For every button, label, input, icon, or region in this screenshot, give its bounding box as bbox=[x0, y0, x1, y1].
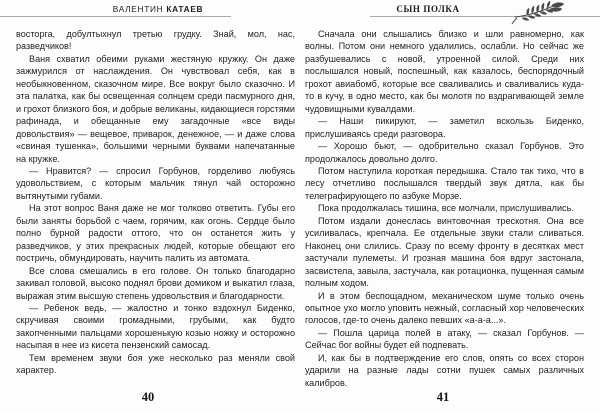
paragraph: — Пошла царица полей в атаку, — сказал Горбунов. — Сейчас бог войны будет ей подпевать. bbox=[305, 327, 584, 351]
paragraph: И, как бы в подтверждение его слов, опять со всех сторон ударили на разные лады сотни пушек самых различных калибров. bbox=[305, 352, 584, 388]
running-head-verso bbox=[0, 0, 300, 26]
header-rule-recto bbox=[370, 16, 600, 17]
paragraph: Сначала они слышались близко и шли равномерно, как волны. Потом они немного удалились, ослабли. Но сейчас же разбушевались с новой, утроенной силой. Среди них послышался новый, поспешный, как казалось, беспорядочный грохот авиабомб, которые все сваливались и сваливались куда-то в кучу, в одно место, как бы молотя по вздрагивающей земле чудовищными кувалдами. bbox=[305, 29, 584, 114]
paragraph: — Нравится? — спросил Горбунов, горделиво любуясь удовольствием, с которым мальчик тянул чай осторожно вытянутыми губами. bbox=[16, 165, 295, 201]
paragraph: Все слова смешались в его голове. Он только благодарно закивал головой, высоко поднял брови домиком и выкатил глаза, выражая этим высшую степень удовольствия и благодарности. bbox=[16, 265, 295, 301]
paragraph: — Наши пикируют, — заметил вскользь Биденко, прислушиваясь среди разговора. bbox=[305, 116, 584, 139]
paragraph: восторга, добултыхнул третью грудку. Знай, мол, нас, разведчиков! bbox=[16, 29, 295, 52]
author-surname: КАТАЕВ bbox=[166, 4, 204, 14]
paragraph: — Хорошо бьют, — одобрительно сказал Горбунов. Это продолжалось довольно долго. bbox=[305, 141, 584, 164]
paragraph: На этот вопрос Ваня даже не мог толково ответить. Губы его были заняты борьбой с чаем, горячим, как огонь. Сердце было полно бурной радости оттого, что он останется жить у разведчиков, у этих прекрасных людей, которые обещают его постричь, обмундировать, научить палить из автомата. bbox=[16, 203, 295, 264]
body-text-verso bbox=[16, 28, 295, 377]
header-rule-verso bbox=[0, 16, 231, 17]
page-number-verso: 40 bbox=[141, 390, 155, 404]
author-name bbox=[0, 4, 300, 14]
paragraph: И в этом беспощадном, механическом шуме только очень опытное ухо могло уповить нежный, согласный хор человеческих голосов, где-то очень далеко певших «а-а-а...». bbox=[305, 290, 584, 326]
laurel-wheat-sprig-ornament bbox=[507, 1, 565, 27]
book-title: СЫН ПОЛКА bbox=[396, 4, 460, 14]
paragraph: Ваня схватил обеими руками жестяную кружку. Он даже зажмурился от наслаждения. Он чувствовал себя, как в необыкновенном, сказочном мире. Все вокруг было сказочно. И эта палатка, как бы освещенная солнцем среди пасмурного дня, и грохот близкого боя, и добрые великаны, кидающиеся горстями рафинада, и обещанные ему загадочные «все виды довольствия» — вещевое, приварок, денежное, — и даже слова «свиная тушенка», большими черными буквами напечатанные на кружке. bbox=[16, 53, 295, 164]
body-text-recto bbox=[305, 28, 584, 389]
paragraph: Пока продолжалась тишина, все молчали, прислушивались. bbox=[318, 203, 574, 214]
page-number-recto: 41 bbox=[436, 390, 450, 404]
paragraph: Потом наступила короткая передышка. Стало так тихо, что в лесу отчетливо послышался твердый звук дятла, как бы телеграфирующего по азбуке Морзе. bbox=[305, 165, 584, 201]
paragraph: Тем временем звуки боя уже несколько раз меняли свой характер. bbox=[16, 352, 295, 376]
paragraph: — Ребенок ведь, — жалостно и тонко вздохнул Биденко, скручивая своими громадными, грубыми, как будто закопченными пальцами хорошенькую козью ножку и осторожно насыпая в нее из кисета пензенский самосад. bbox=[16, 302, 295, 351]
paragraph: Потом издали донеслась винтовочная трескотня. Она все усиливалась, крепчала. Ее отдельные звуки стали сливаться. Наконец они слились. Сразу по всему фронту в десятках мест застучали пулеметы. И грозная машина боя вдруг застонала, засвистела, завыла, застучала, как ротационка, пущенная самым полным ходом. bbox=[305, 215, 584, 289]
author-given-name: ВАЛЕНТИН bbox=[112, 4, 164, 14]
